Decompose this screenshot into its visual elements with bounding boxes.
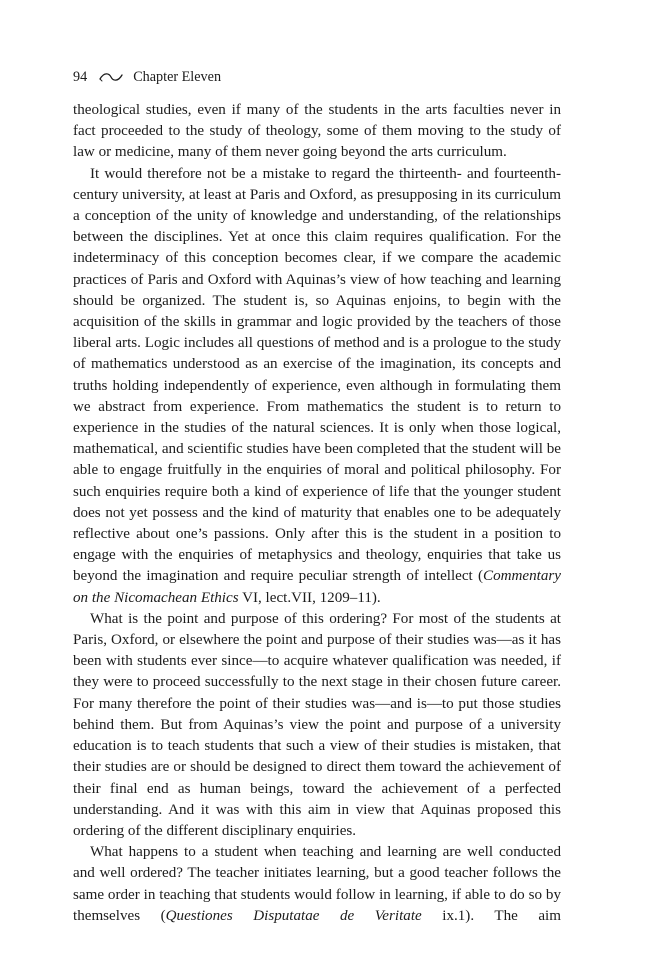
paragraph: What is the point and purpose of this ordering? For most of the students at Paris, Oxford, or elsewhere the point and purpose of their studies was—as it has been with students ever since—to acquire whatever qualification was needed, if they were to proceed successfully to the next stage in their chosen future career. For many therefore the point of their studies was—and is—to put those studies behind them. But from Aquinas’s view the point and purpose of a university education is to teach students that such a view of their studies is mistaken, that their studies are or should be designed to direct them toward the achievement of their final end as human beings, toward the achievement of a perfected understanding. And it was with this aim in view that Aquinas proposed this ordering of the different disciplinary enquiries. <box>73 610 561 839</box>
page-number: 94 <box>73 69 88 85</box>
citation-title: Commentary on the Nicomachean Ethics <box>73 568 561 606</box>
chapter-title: Chapter Eleven <box>133 69 222 85</box>
tilde-swash-icon <box>99 71 123 83</box>
citation-title: Questiones Disputatae de Veritate <box>165 907 422 924</box>
paragraph: It would therefore not be a mistake to regard the thirteenth- and fourteenth-century university, at least at Paris and Oxford, as presupposing in its curriculum a conception of the unity of knowledge and understanding, of the relationships between the disciplines. Yet at once this claim requires qualification. For the indeterminacy of this conception becomes clear, if we compare the academic practices of Paris and Oxford with Aquinas’s view of how teaching and learning should be organized. The student is, so Aquinas enjoins, to begin with the acquisition of the skills in grammar and logic provided by the teachers of those liberal arts. Logic includes all questions of method and is a prologue to the study of mathematics understood as an exercise of the imagination, its concepts and truths holding independently of experience, even although in formulating them we abstract from experience. From mathematics the student is to return to experience in the studies of the natural sciences. It is only when those logical, mathematical, and scientific studies have been completed that the student will be able to engage fruitfully in the enquiries of moral and political philosophy. For such enquiries require both a kind of experience of life that the younger student does not yet possess and the kind of maturity that enables one to be adequately reflective about one’s passions. Only after this is the student in a position to engage with the enquiries of metaphysics and theology, enquiries that take us beyond the imagination and require peculiar strength of intellect (Commentary on the Nicomachean Ethics VI, lect.VII, 1209–11). <box>73 165 561 606</box>
running-header <box>73 68 221 86</box>
paragraph: What happens to a student when teaching and learning are well conducted and well ordered? The teacher initiates learning, but a good teacher follows the same order in teaching that students would follow in learning, if able to do so by themselves (Questiones Disputatae de Veritate ix.1). The aim <box>73 844 561 924</box>
body-text <box>73 100 561 927</box>
paragraph-continued: theological studies, even if many of the students in the arts faculties never in fact proceeded to the study of theology, some of them moving to the study of law or medicine, many of them never going beyond the arts curriculum. <box>73 102 561 161</box>
